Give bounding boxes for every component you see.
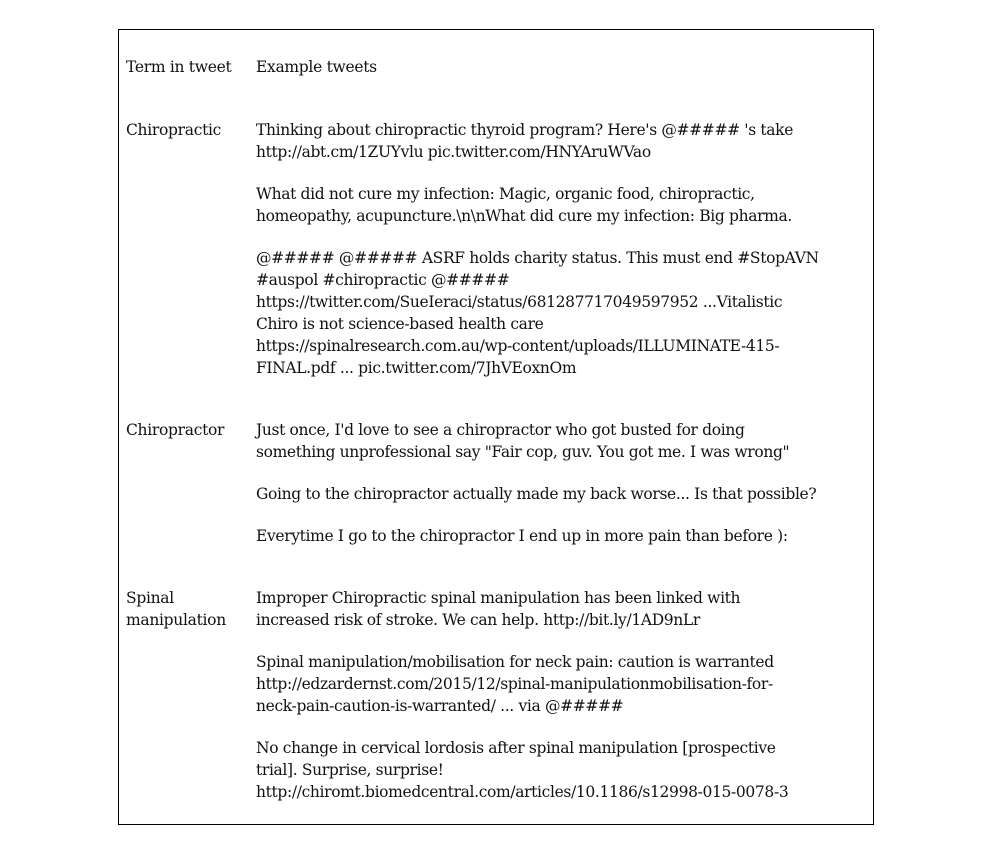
tweets-cell — [256, 587, 866, 823]
header-example-tweets: Example tweets — [256, 58, 377, 76]
term-cell: Chiropractic — [126, 121, 222, 139]
example-tweet: Thinking about chiropractic thyroid program? Here's @##### 's take http://abt.cm/1ZUYvlu pic.twitter.com/HNYAruWVao — [256, 121, 794, 161]
header-term-in-tweet: Term in tweet — [126, 58, 232, 76]
tweets-cell — [256, 419, 866, 567]
example-tweet: No change in cervical lordosis after spinal manipulation [prospective trial]. Surprise, surprise! http://chiromt.biomedcentral.com/articles/10.1186/s12998-015-0078-3 — [256, 739, 789, 801]
example-tweet: What did not cure my infection: Magic, organic food, chiropractic, homeopathy, acupuncture.\n\nWhat did cure my infection: Big pharma. — [256, 185, 792, 225]
term-cell: Spinal manipulation — [126, 589, 226, 629]
example-tweet: Improper Chiropractic spinal manipulation has been linked with increased risk of stroke. We can help. http://bit.ly/1AD9nLr — [256, 589, 741, 629]
example-tweet: @##### @##### ASRF holds charity status. This must end #StopAVN #auspol #chiropractic @##### https://twitter.com/SueIeraci/status/681287717049597952 ...Vitalistic Chiro is not science-based health care https://spinalresearch.com.au/wp-content/uploads/ILLUMINATE-415- FINAL.pdf ... pic.twitter.com/7JhVEoxnOm — [256, 249, 819, 377]
example-tweet: Everytime I go to the chiropractor I end up in more pain than before ): — [256, 527, 788, 545]
term-cell: Chiropractor — [126, 421, 225, 439]
example-tweet: Just once, I'd love to see a chiropractor who got busted for doing something unprofessional say "Fair cop, guv. You got me. I was wrong" — [256, 421, 790, 461]
example-tweet: Spinal manipulation/mobilisation for neck pain: caution is warranted http://edzardernst.com/2015/12/spinal-manipulationmobilisation-for- neck-pain-caution-is-warranted/ ... via @##### — [256, 653, 774, 715]
tweet-examples-table — [118, 29, 874, 825]
tweets-cell — [256, 119, 866, 399]
example-tweet: Going to the chiropractor actually made my back worse... Is that possible? — [256, 485, 817, 503]
